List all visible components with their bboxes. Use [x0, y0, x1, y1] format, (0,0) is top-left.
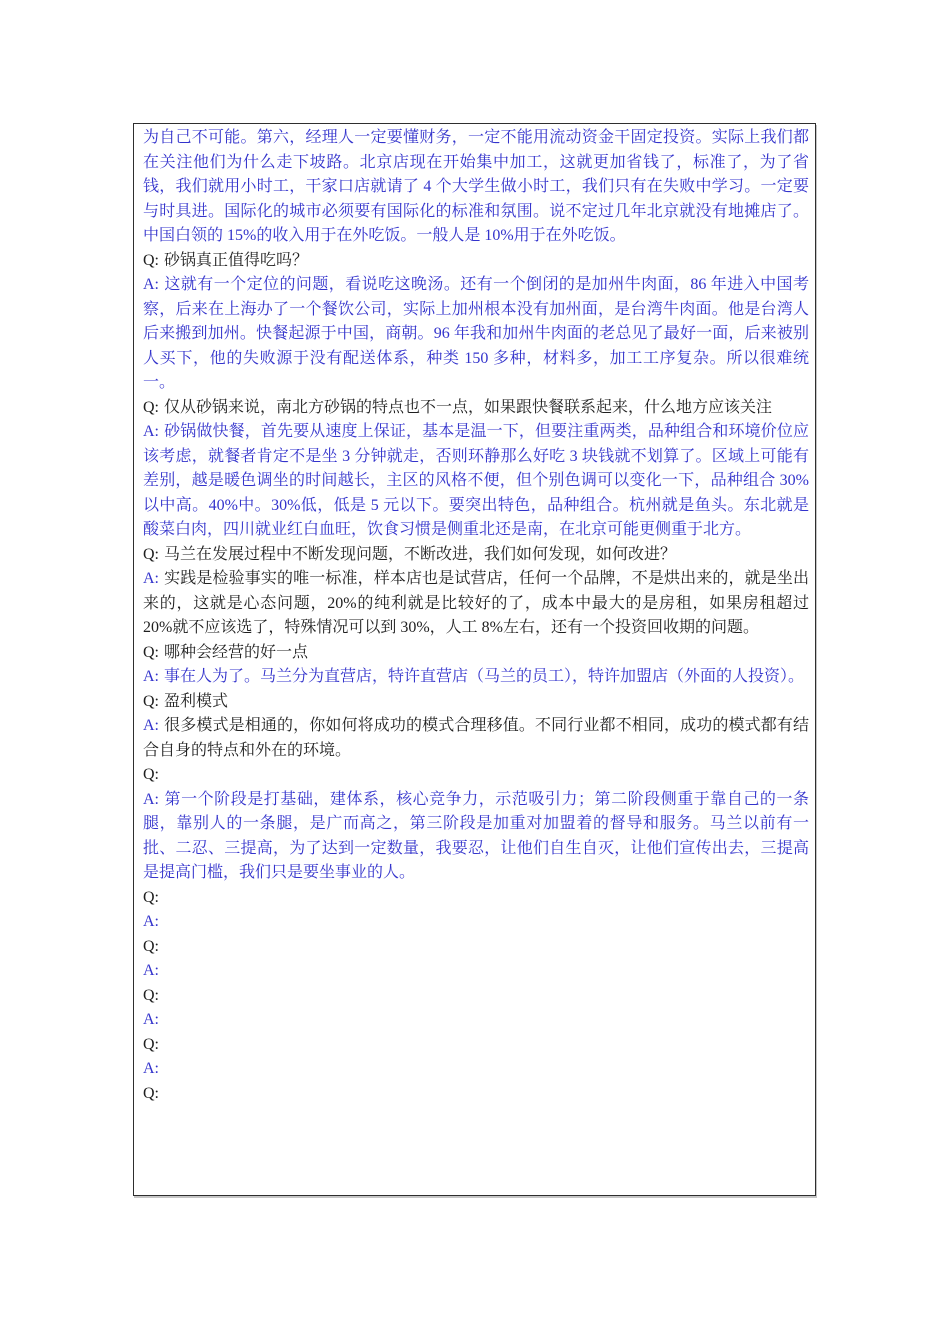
q-prefix: Q: — [143, 986, 159, 1004]
paragraph-text: 为自己不可能。第六，经理人一定要懂财务，一定不能用流动资金干固定投资。实际上我们都在关注他们为什么走下坡路。北京店现在开始集中加工，这就更加省钱了，标准了，为了省钱，我们就用小时工，干家口店就请了 4 个大学生做小时工，我们只有在失败中学习。一定要与时具进。国际化的城市必须要有国际化的标准和氛围。说不定过几年北京就没有地摊店了。中国白领的 15%的收入用于在外吃饭。一般人是 10%用于在外吃饭。 — [143, 129, 809, 244]
question-line — [143, 396, 809, 421]
a-prefix: A: — [143, 717, 159, 734]
paragraph-text: 很多模式是相通的，你如何将成功的模式合理移值。不同行业都不相同，成功的模式都有结合自身的特点和外在的环境。 — [143, 717, 809, 759]
a-prefix: A: — [143, 1060, 159, 1077]
answer-line — [143, 714, 809, 763]
paragraph-text: 砂锅做快餐，首先要从速度上保证，基本是温一下，但要注重两类，品种组合和环境价位应该考虑，就餐者肯定不是坐 3 分钟就走，否则环静那么好吃 3 块钱就不划算了。区域上可能有差别，越是暖色调坐的时间越长，主区的风格不便，但个别色调可以变化一下，品种组合 30%以中高。40%中。30%低，低是 5 元以下。要突出特色，品种组合。杭州就是鱼头。东北就是酸菜白肉，四川就业红白血旺，饮食习惯是侧重北还是南，在北京可能更侧重于北方。 — [143, 423, 809, 538]
paragraph-text: 这就有一个定位的问题，看说吃这晚汤。还有一个倒闭的是加州牛肉面，86 年进入中国考察，后来在上海办了一个餐饮公司，实际上加州根本没有加州面，是台湾牛肉面。他是台湾人后来搬到加州。快餐起源于中国，商朝。96 年我和加州牛肉面的老总见了最好一面，后来被别人买下，他的失败源于没有配送体系，种类 150 多种，材料多，加工工序复杂。所以很难统一。 — [143, 276, 809, 391]
q-prefix: Q: — [143, 888, 159, 906]
paragraph-text: 事在人为了。马兰分为直营店，特许直营店（马兰的员工），特许加盟店（外面的人投资）。 — [164, 668, 805, 685]
q-prefix: Q: — [143, 251, 159, 269]
question-line — [143, 763, 809, 788]
a-prefix: A: — [143, 962, 159, 979]
a-prefix: A: — [143, 570, 159, 587]
paragraph-text: 实践是检验事实的唯一标准，样本店也是试营店，任何一个品牌，不是烘出来的，就是坐出来的，这就是心态问题，20%的纯利就是比较好的了，成本中最大的是房租，如果房租超过 20%就不应该选了，特殊情况可以到 30%，人工 8%左右，还有一个投资回收期的问题。 — [143, 570, 809, 636]
paragraph-text: 哪种会经营的好一点 — [164, 643, 309, 661]
q-prefix: Q: — [143, 545, 159, 563]
answer-line — [143, 665, 809, 690]
a-prefix: A: — [143, 913, 159, 930]
a-prefix: A: — [143, 668, 159, 685]
question-line — [143, 1082, 809, 1107]
paragraph-continuation — [143, 126, 809, 249]
q-prefix: Q: — [143, 643, 159, 661]
answer-line — [143, 567, 809, 641]
q-prefix: Q: — [143, 398, 159, 416]
paragraph-text: 马兰在发展过程中不断发现问题，不断改进，我们如何发现，如何改进？ — [164, 545, 677, 563]
paragraph-text: 砂锅真正值得吃吗？ — [164, 251, 309, 269]
question-line — [143, 249, 809, 274]
paragraph-text: 盈利模式 — [164, 692, 229, 710]
q-prefix: Q: — [143, 692, 159, 710]
paragraph-text: 第一个阶段是打基础，建体系，核心竞争力，示范吸引力；第二阶段侧重于靠自己的一条腿，靠别人的一条腿，是广而高之，第三阶段是加重对加盟着的督导和服务。马兰以前有一批、二忍、三提高，为了达到一定数量，我要忍，让他们自生自灭，让他们宣传出去，三提高是提高门槛，我们只是要坐事业的人。 — [143, 790, 809, 881]
answer-line — [143, 788, 809, 886]
qa-transcript-box — [133, 123, 816, 1196]
q-prefix: Q: — [143, 937, 159, 955]
answer-line — [143, 1008, 809, 1033]
q-prefix: Q: — [143, 766, 159, 783]
question-line — [143, 690, 809, 715]
answer-line — [143, 1057, 809, 1082]
answer-line — [143, 420, 809, 543]
a-prefix: A: — [143, 423, 159, 440]
answer-line — [143, 959, 809, 984]
q-prefix: Q: — [143, 1084, 159, 1102]
q-prefix: Q: — [143, 1035, 159, 1053]
question-line — [143, 935, 809, 960]
a-prefix: A: — [143, 790, 159, 808]
question-line — [143, 543, 809, 568]
answer-line — [143, 910, 809, 935]
a-prefix: A: — [143, 276, 159, 293]
question-line — [143, 1033, 809, 1058]
question-line — [143, 641, 809, 666]
a-prefix: A: — [143, 1011, 159, 1028]
question-line — [143, 984, 809, 1009]
paragraph-text: 仅从砂锅来说，南北方砂锅的特点也不一点，如果跟快餐联系起来，什么地方应该关注 — [164, 398, 773, 416]
answer-line — [143, 273, 809, 396]
question-line — [143, 886, 809, 911]
